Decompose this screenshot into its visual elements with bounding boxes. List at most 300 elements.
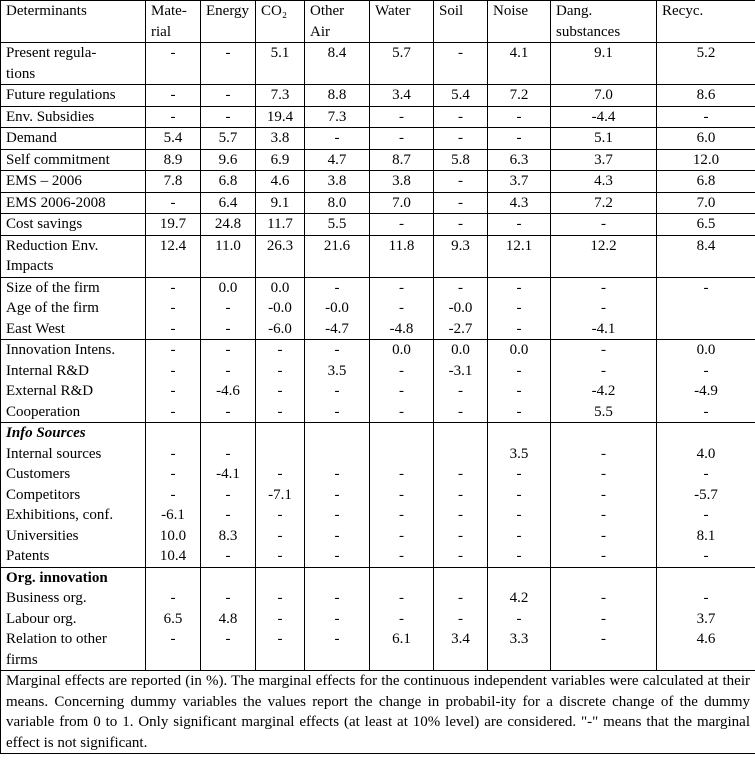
row-labels [1,43,146,85]
marginal-effect-value: 4.1 [509,45,529,61]
value-cell [305,171,370,193]
marginal-effect-value: - [225,108,231,125]
marginal-effect-value: - [399,216,404,232]
spacer [493,650,545,671]
marginal-effect-value: - [516,130,522,146]
spacer [375,64,428,85]
value-cell [370,171,434,193]
marginal-effect-value: - [458,216,463,232]
column-header [201,1,256,43]
row-label: Exhibitions, conf. [6,507,114,523]
table-row-group [1,85,755,107]
value-cell [146,43,201,85]
value-cell [201,171,256,193]
value-cell [434,567,488,671]
value-cell [488,106,551,128]
spacer [151,650,195,671]
row-label: External R&D [6,383,94,399]
marginal-effect-value: - [516,108,522,125]
marginal-effect-value: -6.1 [161,507,185,523]
marginal-effect-value: - [334,403,340,420]
marginal-effect-value: 8.8 [327,87,347,103]
marginal-effect-value: - [458,403,463,420]
spacer [261,650,299,671]
spacer [556,650,651,671]
marginal-effect-value: - [170,590,176,606]
table-row-group [1,171,755,193]
value-cell [201,85,256,107]
marginal-effect-value: 9.1 [270,194,290,211]
marginal-effect-value: 5.2 [696,45,716,61]
marginal-effect-value: - [703,590,709,606]
value-cell [434,277,488,340]
marginal-effect-value: 6.9 [270,151,290,168]
header-row [1,1,755,43]
marginal-effect-value: - [399,403,404,420]
column-header [551,1,657,43]
table-row-group [1,214,755,236]
value-cell [370,192,434,214]
marginal-effect-value: 0.0 [509,342,529,358]
value-cell [146,192,201,214]
value-cell [305,149,370,171]
spacer [206,256,250,277]
marginal-effect-value: 5.5 [327,216,347,232]
spacer [662,568,750,589]
marginal-effect-value: 6.8 [218,173,238,189]
marginal-effect-value: - [601,590,606,606]
marginal-effect-value: 3.5 [509,445,529,462]
value-cell [657,149,755,171]
value-cell [434,128,488,150]
marginal-effect-value: 6.4 [218,194,238,211]
marginal-effect-value: 10.0 [159,527,187,544]
value-cell [657,106,755,128]
marginal-effect-value: 11.7 [267,216,293,232]
value-cell [201,192,256,214]
marginal-effect-value: - [399,383,404,399]
value-cell [305,567,370,671]
column-header [1,1,146,43]
marginal-effect-value: 12.1 [505,237,533,254]
row-label: Future regulations [6,87,116,103]
value-cell [146,423,201,568]
row-label: Patents [6,548,50,564]
marginal-effect-value [375,444,428,465]
row-label: Reduction Env. [6,237,99,254]
value-cell [370,340,434,423]
marginal-effect-value: - [703,108,709,125]
value-cell [256,214,305,236]
column-header [657,1,755,43]
marginal-effect-value: 6.0 [696,130,716,146]
marginal-effect-value: 7.0 [696,194,716,211]
value-cell [657,43,755,85]
marginal-effect-value: 5.7 [392,45,411,61]
marginal-effect-value: 12.0 [692,151,720,168]
marginal-effect-value: - [225,507,231,523]
marginal-effect-value: - [458,194,463,211]
marginal-effect-value: - [399,527,404,544]
marginal-effect-value: 6.1 [392,631,411,647]
value-cell [256,149,305,171]
row-label: Competitors [6,486,81,503]
marginal-effect-value: 3.3 [509,631,529,647]
value-cell [370,106,434,128]
value-cell [146,235,201,277]
value-cell [305,128,370,150]
marginal-effect-value: 7.2 [594,194,613,211]
marginal-effect-value: 0.0 [218,279,238,296]
spacer [439,423,482,444]
value-cell [146,128,201,150]
marginal-effect-value: 4.0 [696,445,716,462]
marginal-effect-value: 3.8 [270,130,290,146]
marginal-effect-value: - [170,362,176,379]
marginal-effect-value: - [601,507,606,523]
value-cell [305,235,370,277]
marginal-effect-value: - [399,466,404,482]
marginal-effect-value: 7.3 [327,108,347,125]
column-header [434,1,488,43]
marginal-effect-value: 3.8 [327,173,347,189]
marginal-effect-value: - [601,466,606,482]
marginal-effect-value: 9.6 [218,151,238,168]
marginal-effect-value: - [601,445,606,462]
marginal-effect-value: - [277,527,283,544]
column-header-label: Water [375,3,411,19]
value-cell [551,149,657,171]
value-cell [256,235,305,277]
value-cell [201,423,256,568]
value-cell [434,192,488,214]
marginal-effect-value: 7.0 [594,87,613,103]
marginal-effect-value: 8.3 [218,527,238,544]
marginal-effect-value: 4.3 [509,194,529,211]
marginal-effect-value: -0.0 [325,300,349,316]
value-cell [256,567,305,671]
marginal-effect-value: - [277,507,283,523]
row-label: Internal sources [6,445,102,462]
row-label: Customers [6,466,71,482]
marginal-effect-value: - [516,320,522,337]
spacer [662,64,750,85]
marginal-effect-value: - [170,87,176,103]
marginal-effect-value: - [458,507,463,523]
value-cell [488,192,551,214]
marginal-effect-value: 11.0 [215,237,241,254]
value-cell [256,43,305,85]
marginal-effect-value: - [277,590,283,606]
marginal-effect-value: -4.9 [694,383,718,399]
row-label: Innovation Intens. [6,342,116,358]
marginal-effect-value: - [170,45,176,61]
table-row-group [1,128,755,150]
value-cell [256,340,305,423]
value-cell [370,567,434,671]
column-header-label: Determinants [6,3,87,19]
marginal-effect-value: - [516,507,522,523]
table-row-group [1,567,755,671]
marginal-effect-value: - [601,300,606,316]
marginal-effect-value: 4.6 [696,631,716,647]
marginal-effect-value: - [399,362,404,379]
value-cell [146,340,201,423]
spacer [375,568,428,589]
marginal-effect-value: 4.7 [327,151,347,168]
spacer [439,256,482,277]
spacer [261,256,299,277]
value-cell [551,85,657,107]
marginal-effect-value: - [703,403,709,420]
column-header-label: rial [151,23,171,40]
row-label: tions [6,65,36,82]
marginal-effect-value [439,444,482,465]
value-cell [551,235,657,277]
marginal-effect-value: - [458,45,463,61]
value-cell [305,43,370,85]
marginal-effect-value: - [334,383,340,399]
marginal-effect-value: 21.6 [323,237,351,254]
marginal-effect-value: - [334,130,340,146]
spacer [662,423,750,444]
table-body [1,1,755,754]
value-cell [551,340,657,423]
marginal-effect-value: - [334,590,340,606]
marginal-effect-value: -4.1 [216,466,240,482]
marginal-effect-value: -7.1 [268,486,292,503]
row-labels [1,340,146,423]
value-cell [551,43,657,85]
value-cell [434,171,488,193]
row-label: Cost savings [6,216,83,232]
row-label: Business org. [6,590,87,606]
marginal-effect-value: - [516,362,522,379]
marginal-effect-value: - [458,279,463,296]
marginal-effect-value: - [225,87,231,103]
row-label: Impacts [6,258,54,274]
value-cell [201,277,256,340]
spacer [493,64,545,85]
value-cell [434,149,488,171]
value-cell [551,128,657,150]
value-cell [657,171,755,193]
value-cell [657,85,755,107]
row-label: EMS 2006-2008 [6,194,106,211]
row-labels [1,85,146,107]
marginal-effect-value: 8.1 [696,527,716,544]
marginal-effect-value: 3.7 [509,173,529,189]
marginal-effect-value: - [458,610,463,627]
value-cell [657,567,755,671]
marginal-effect-value: 11.8 [388,237,415,254]
spacer [493,423,545,444]
marginal-effect-value: - [601,279,606,296]
spacer [556,256,651,277]
column-header-label: Other [310,3,345,19]
marginal-effect-value: - [399,108,404,125]
spacer [662,256,750,277]
row-label: Size of the firm [6,279,100,296]
marginal-effect-value: 10.4 [159,548,187,564]
marginal-effect-value [310,444,364,465]
marginal-effect-value: - [225,403,231,420]
marginal-effect-value [662,298,750,319]
table-row-group [1,43,755,85]
value-cell [488,214,551,236]
value-cell [370,423,434,568]
marginal-effect-value: - [170,466,176,482]
value-cell [434,85,488,107]
marginal-effect-value: - [334,279,340,296]
marginal-effect-value [261,444,299,465]
marginal-effect-value: 3.4 [392,87,411,103]
marginal-effect-value: 5.7 [218,130,238,146]
column-header [370,1,434,43]
marginal-effect-value: - [334,486,340,503]
row-label: Labour org. [6,610,77,627]
value-cell [370,235,434,277]
row-labels [1,214,146,236]
value-cell [256,192,305,214]
spacer [151,64,195,85]
marginal-effect-value: 5.1 [270,45,290,61]
marginal-effect-value: - [170,342,176,358]
value-cell [657,423,755,568]
column-header-label: Mate- [151,3,187,19]
value-cell [370,43,434,85]
value-cell [370,128,434,150]
spacer [206,64,250,85]
value-cell [256,277,305,340]
marginal-effect-value: - [458,173,463,189]
spacer [261,423,299,444]
value-cell [370,214,434,236]
row-labels [1,149,146,171]
value-cell [488,149,551,171]
marginal-effect-value: 3.5 [327,362,347,379]
value-cell [201,235,256,277]
value-cell [256,106,305,128]
value-cell [201,128,256,150]
spacer [310,423,364,444]
marginal-effect-value: - [399,300,404,316]
row-labels [1,235,146,277]
marginal-effect-value: 8.0 [327,194,347,211]
marginal-effect-value: - [601,548,606,564]
column-header-label: Energy [206,3,250,19]
marginal-effect-value: - [225,45,231,61]
marginal-effect-value: - [225,320,231,337]
value-cell [434,106,488,128]
marginal-effect-value: - [703,548,709,564]
group-header: Info Sources [6,425,86,441]
value-cell [256,128,305,150]
spacer [375,650,428,671]
marginal-effect-value: - [458,527,463,544]
marginal-effect-value: 3.7 [696,610,716,627]
table-row-group [1,235,755,277]
marginal-effect-value: 19.4 [266,108,294,125]
marginal-effect-value: 0.0 [392,342,411,358]
spacer [151,568,195,589]
marginal-effect-value: - [703,507,709,523]
row-label: firms [6,651,38,668]
column-header-label: Recyc. [662,3,704,19]
marginal-effect-value: 7.3 [270,87,290,103]
value-cell [657,277,755,340]
spacer [556,568,651,589]
value-cell [551,423,657,568]
marginal-effect-value: - [458,486,463,503]
marginal-effect-value: - [225,300,231,316]
marginal-effect-value: -4.1 [591,320,616,337]
value-cell [657,192,755,214]
marginal-effect-value [662,319,750,340]
marginal-effect-value: - [516,383,522,399]
spacer [493,568,545,589]
value-cell [256,423,305,568]
marginal-effect-value: - [277,631,283,647]
marginal-effect-value: - [516,300,522,316]
value-cell [657,235,755,277]
marginal-effect-value: - [399,486,404,503]
row-labels [1,567,146,671]
marginal-effect-value: - [516,527,522,544]
spacer [556,64,651,85]
marginal-effect-value: 5.4 [451,87,470,103]
value-cell [201,214,256,236]
spacer [375,256,428,277]
marginal-effect-value: - [458,108,463,125]
row-label: EMS – 2006 [6,173,82,189]
marginal-effect-value: 6.8 [696,173,716,189]
spacer [310,64,364,85]
spacer [556,423,651,444]
spacer [310,256,364,277]
marginal-effect-value: 24.8 [214,216,242,232]
marginal-effect-value: - [170,108,176,125]
row-labels [1,171,146,193]
table-row-group [1,277,755,340]
table-row-group [1,423,755,568]
column-header-label: Air [310,23,330,40]
marginal-effect-value: -3.1 [448,362,473,379]
spacer [662,650,750,671]
value-cell [488,567,551,671]
row-label: Cooperation [6,403,81,420]
marginal-effect-value: - [225,548,231,564]
marginal-effect-value: 6.3 [509,151,529,168]
spacer [206,423,250,444]
spacer [439,64,482,85]
table-row-group [1,149,755,171]
marginal-effect-value: - [516,216,522,232]
value-cell [434,235,488,277]
marginal-effect-value: - [170,445,176,462]
marginal-effect-value: -0.0 [448,300,473,316]
marginal-effect-value: - [516,486,522,503]
marginal-effect-value: - [170,194,176,211]
marginal-effect-value: 8.7 [392,151,411,168]
table-row-group [1,340,755,423]
marginal-effect-value: - [601,610,606,627]
marginal-effect-value: - [334,548,340,564]
value-cell [146,214,201,236]
row-labels [1,192,146,214]
marginal-effect-value: - [334,342,340,358]
marginal-effect-value: - [170,300,176,316]
